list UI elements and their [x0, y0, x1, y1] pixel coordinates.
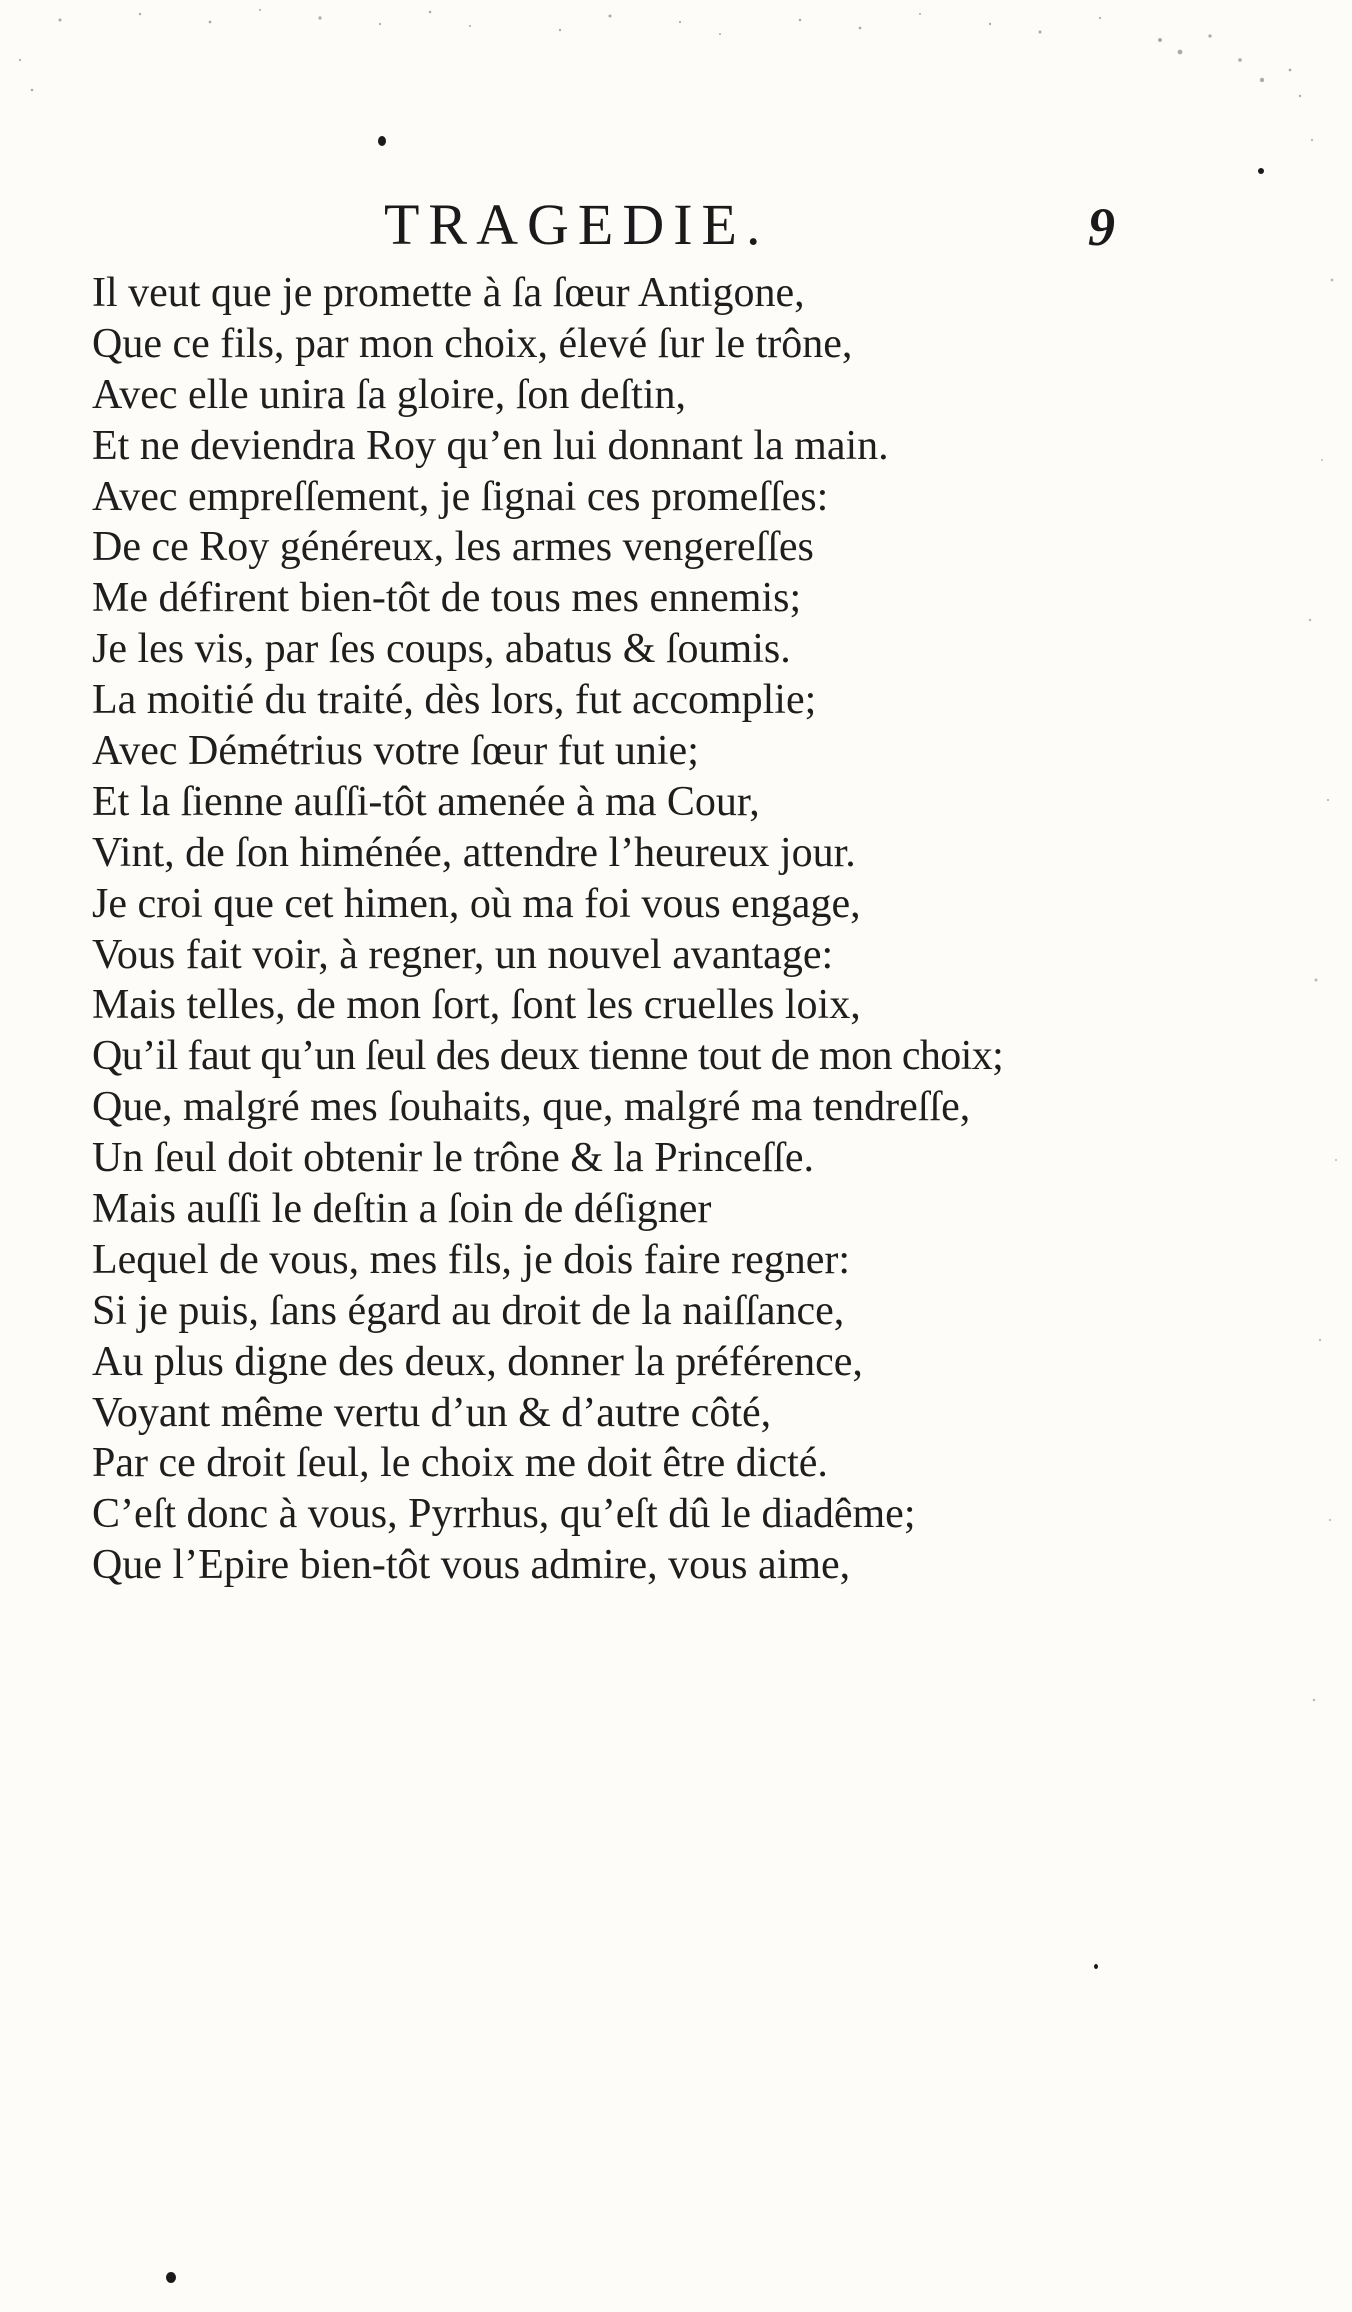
- verse-line: Par ce droit ſeul, le choix me doit être dicté.: [92, 1440, 828, 1487]
- verse-line: Je les vis, par ſes coups, abatus & ſoumis.: [92, 626, 791, 673]
- ink-speck: [166, 2272, 176, 2283]
- paper-speckle-top: [0, 0, 1352, 120]
- verse-line: Vous fait voir, à regner, un nouvel avantage:: [92, 931, 834, 978]
- verse-line: Il veut que je promette à ſa ſœur Antigone,: [92, 270, 805, 316]
- page-header: [0, 190, 1352, 270]
- verse-line: Je croi que cet himen, où ma foi vous engage,: [92, 880, 861, 927]
- page-number: 9: [1088, 197, 1115, 257]
- verse-text: [92, 268, 1172, 1591]
- verse-line: Voyant même vertu d’un & d’autre côté,: [92, 1389, 772, 1436]
- verse-line: Et la ſienne auſſi-tôt amenée à ma Cour,: [92, 778, 760, 825]
- verse-line: Avec elle unira ſa gloire, ſon deſtin,: [92, 371, 687, 418]
- verse-line: La moitié du traité, dès lors, fut accomplie;: [92, 677, 817, 724]
- running-title: TRAGEDIE.: [384, 192, 770, 257]
- verse-line: Si je puis, ſans égard au droit de la naiſſance,: [92, 1287, 845, 1334]
- verse-line: C’eſt donc à vous, Pyrrhus, qu’eſt dû le diadême;: [92, 1491, 916, 1538]
- verse-line: Au plus digne des deux, donner la préférence,: [92, 1338, 863, 1385]
- ink-speck: [378, 136, 386, 146]
- verse-line: Qu’il faut qu’un ſeul des deux tienne tout de mon choix;: [92, 1033, 1004, 1080]
- verse-line: Que, malgré mes ſouhaits, que, malgré ma tendreſſe,: [92, 1084, 971, 1131]
- ink-speck: [1094, 1964, 1098, 1969]
- verse-line: De ce Roy généreux, les armes vengereſſes: [92, 524, 814, 571]
- verse-line: Lequel de vous, mes fils, je dois faire regner:: [92, 1236, 851, 1283]
- verse-line: Mais telles, de mon ſort, ſont les cruelles loix,: [92, 982, 861, 1029]
- verse-line: Mais auſſi le deſtin a ſoin de déſigner: [92, 1186, 712, 1233]
- verse-line: Que ce fils, par mon choix, élevé ſur le trône,: [92, 320, 853, 367]
- verse-line: Me défirent bien-tôt de tous mes ennemis;: [92, 575, 802, 622]
- verse-line: Avec empreſſement, je ſignai ces promeſſes:: [92, 473, 829, 520]
- ink-speck: [1258, 168, 1264, 174]
- verse-line: Que l’Epire bien-tôt vous admire, vous aime,: [92, 1542, 851, 1589]
- verse-line: Un ſeul doit obtenir le trône & la Princeſſe.: [92, 1135, 814, 1182]
- paper-speckle-margin: [1292, 100, 1352, 1800]
- verse-line: Avec Démétrius votre ſœur fut unie;: [92, 728, 699, 775]
- verse-line: Vint, de ſon himénée, attendre l’heureux jour.: [92, 829, 856, 876]
- verse-line: Et ne deviendra Roy qu’en lui donnant la main.: [92, 422, 889, 469]
